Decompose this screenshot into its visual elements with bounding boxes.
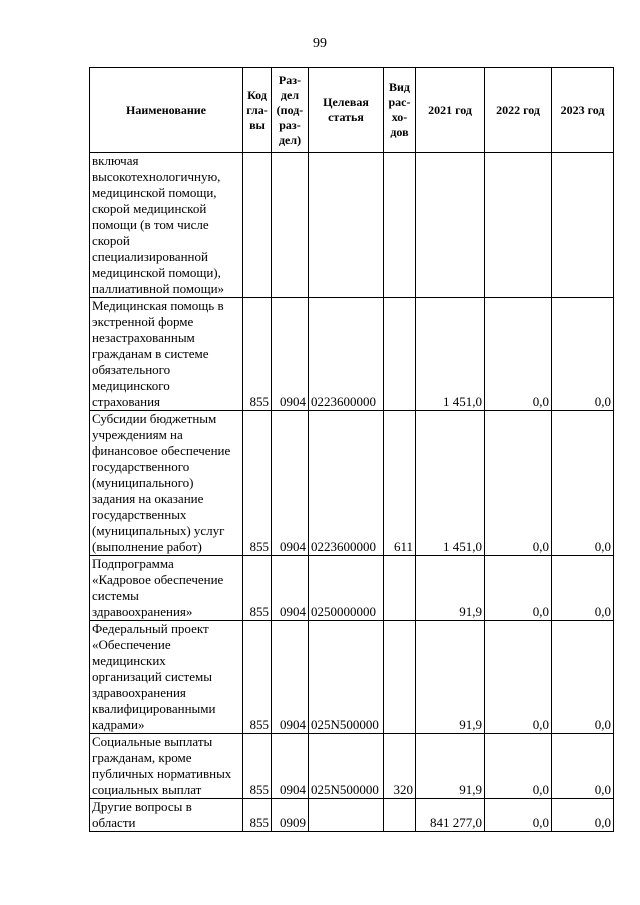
page-number: 99 [313,36,327,51]
header-2021: 2021 год [416,68,485,153]
row-name: Социальные выплаты гражданам, кроме публичных нормативных социальных выплат [90,734,243,799]
table-row [90,621,614,734]
table-row [90,556,614,621]
row-2021: 91,9 [416,734,485,799]
row-target [309,799,384,832]
row-section: 0904 [272,411,309,556]
header-expense-type: Вид рас- хо- дов [384,68,416,153]
row-2022: 0,0 [485,411,552,556]
row-2023 [552,153,614,298]
row-2023: 0,0 [552,734,614,799]
row-expense: 611 [384,411,416,556]
row-2021: 91,9 [416,556,485,621]
row-section: 0909 [272,799,309,832]
row-section: 0904 [272,298,309,411]
row-section: 0904 [272,621,309,734]
row-chapter: 855 [243,298,272,411]
table-row [90,799,614,832]
row-name: включая высокотехнологичную, медицинской помощи, скорой медицинской помощи (в том числе скорой специализированной медицинской помощи), паллиативной помощи» [90,153,243,298]
row-2023: 0,0 [552,556,614,621]
table-body [90,153,614,832]
row-section: 0904 [272,734,309,799]
row-2022 [485,153,552,298]
row-2023: 0,0 [552,298,614,411]
header-2023: 2023 год [552,68,614,153]
row-expense [384,556,416,621]
row-chapter: 855 [243,734,272,799]
table-row [90,411,614,556]
row-expense [384,153,416,298]
row-expense [384,799,416,832]
row-2021: 1 451,0 [416,298,485,411]
header-section: Раз- дел (под- раз- дел) [272,68,309,153]
row-target: 0223600000 [309,298,384,411]
row-2023: 0,0 [552,799,614,832]
row-2021 [416,153,485,298]
row-chapter [243,153,272,298]
header-target-article: Целевая статья [309,68,384,153]
row-target [309,153,384,298]
row-expense [384,621,416,734]
row-2021: 91,9 [416,621,485,734]
row-section [272,153,309,298]
row-2021: 1 451,0 [416,411,485,556]
header-name: Наименование [90,68,243,153]
row-section: 0904 [272,556,309,621]
row-2022: 0,0 [485,621,552,734]
table-row [90,734,614,799]
row-expense [384,298,416,411]
row-2022: 0,0 [485,556,552,621]
header-2022: 2022 год [485,68,552,153]
row-target: 0223600000 [309,411,384,556]
row-name: Федеральный проект «Обеспечение медицинских организаций системы здравоохранения квалифицированными кадрами» [90,621,243,734]
row-2022: 0,0 [485,734,552,799]
row-2022: 0,0 [485,298,552,411]
row-name: Подпрограмма «Кадровое обеспечение системы здравоохранения» [90,556,243,621]
row-2023: 0,0 [552,411,614,556]
row-target: 025N500000 [309,621,384,734]
row-chapter: 855 [243,621,272,734]
row-target: 0250000000 [309,556,384,621]
budget-table [89,67,614,832]
row-name: Другие вопросы в области [90,799,243,832]
row-name: Субсидии бюджетным учреждениям на финансовое обеспечение государственного (муниципального) задания на оказание государственных (муниципальных) услуг (выполнение работ) [90,411,243,556]
header-chapter-code: Код гла- вы [243,68,272,153]
table-row [90,298,614,411]
table-header-row [90,68,614,153]
table-row [90,153,614,298]
row-chapter: 855 [243,556,272,621]
row-2021: 841 277,0 [416,799,485,832]
row-target: 025N500000 [309,734,384,799]
row-2023: 0,0 [552,621,614,734]
row-2022: 0,0 [485,799,552,832]
row-name: Медицинская помощь в экстренной форме незастрахованным гражданам в системе обязательного медицинского страхования [90,298,243,411]
row-expense: 320 [384,734,416,799]
row-chapter: 855 [243,799,272,832]
row-chapter: 855 [243,411,272,556]
